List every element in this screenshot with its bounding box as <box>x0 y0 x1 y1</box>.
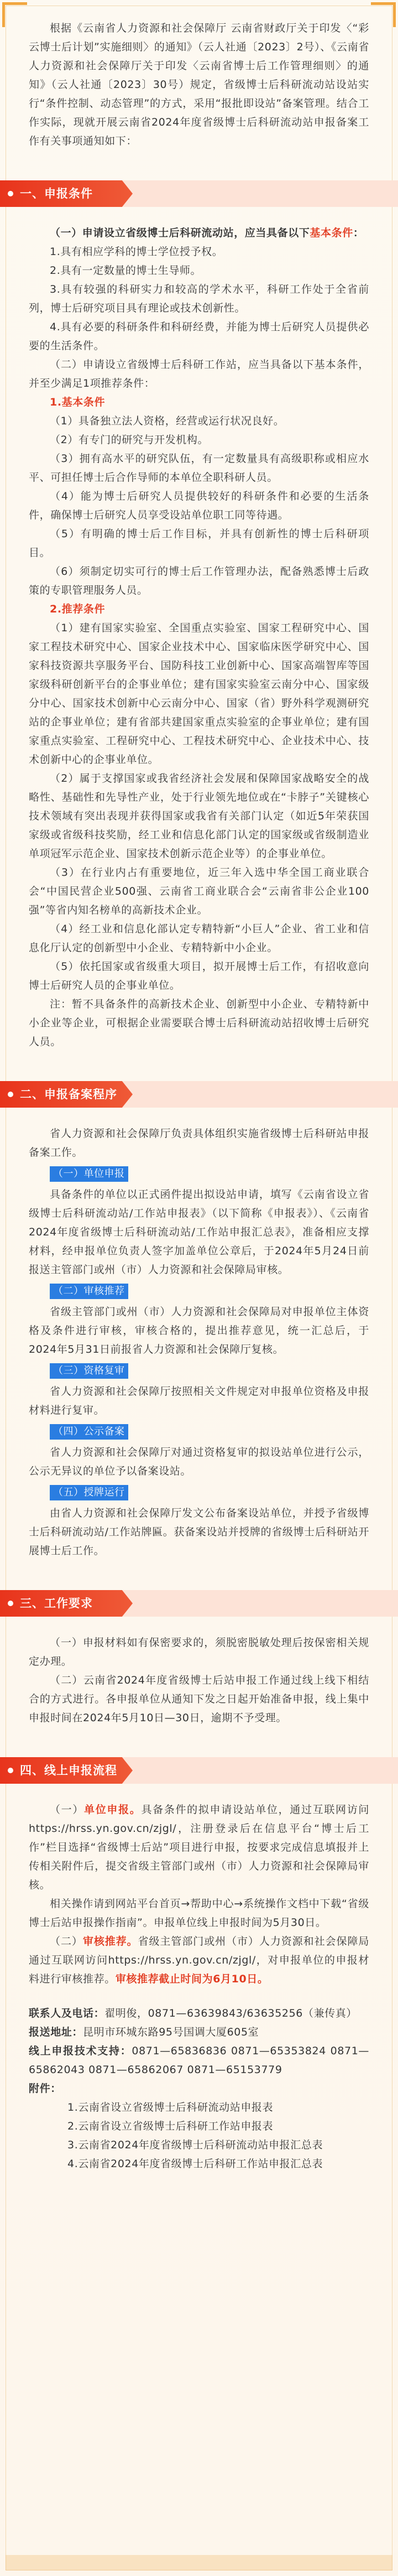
paragraph: 1.具有相应学科的博士学位授予权。 <box>50 246 223 258</box>
paragraph: （1）具备独立法人资格，经营或运行状况良好。 <box>50 415 285 427</box>
step-tag-line <box>29 1422 369 1441</box>
paragraph: 省人力资源和社会保障厅负责具体组织实施省级博士后科研站申报备案工作。 <box>29 1128 369 1159</box>
attachment-item[interactable]: 1.云南省设立省级博士后科研流动站申报表 <box>67 2101 274 2113</box>
corner-decoration-top-right <box>371 2 396 27</box>
attachments-label: 附件： <box>29 2082 61 2095</box>
paragraph: （3）在行业内占有重要地位，近三年入选中华全国工商业联合会“中国民营企业500强、云南省工商业联合会“云南省非公企业100强”等省内知名榜单的高新技术企业。 <box>29 866 369 916</box>
subheading: 2.推荐条件 <box>50 603 106 615</box>
attachment-item[interactable]: 4.云南省2024年度省级博士后科研工作站申报汇总表 <box>67 2158 323 2170</box>
step-tag: （四）公示备案 <box>50 1424 128 1440</box>
step-tag-line <box>29 1361 369 1380</box>
attachment-item[interactable]: 3.云南省2024年度省级博士后科研流动站申报汇总表 <box>67 2139 323 2151</box>
paragraph: （2）有专门的研究与开发机构。 <box>50 434 209 446</box>
corner-decoration-top-left <box>2 2 27 27</box>
section-header-dot <box>8 1768 13 1773</box>
intro-section <box>29 19 369 150</box>
step-tag-line <box>29 1281 369 1300</box>
note-paragraph: 注：暂不具备条件的高新技术企业、创新型中小企业、专精特新中小企业等企业，可根据企业需要联合博士后科研流动站招收博士后研究人员。 <box>29 998 369 1048</box>
section-header-work-requirements <box>0 1590 398 1617</box>
paragraph: 省人力资源和社会保障厅按照相关文件规定对申报单位资格及申报材料进行复审。 <box>29 1385 369 1416</box>
intro-paragraph: 根据《云南省人力资源和社会保障厅 云南省财政厅关于印发〈“彩云博士后计划”实施细则〉的通知》（云人社通〔2023〕2号）、《云南省人力资源和社会保障厅关于印发〈云南省博士后工作管理细则〉的通知》（云人社通〔2023〕30号）规定，省级博士后科研流动站设站实行“条件控制、动态管理”的方式，采用“报批即设站”备案管理。结合工作实际，现就开展云南省2024年度省级博士后科研流动站申报备案工作有关事项通知如下： <box>29 22 369 147</box>
contact-section <box>29 2004 369 2079</box>
paragraph: （2）属于支撑国家或我省经济社会发展和保障国家战略安全的战略性、基础性和先导性产业，处于行业领先地位或在“卡脖子”关键核心技术领域有突出表现并获得国家或我省有关部门认定（如近5年荣获国家级或省级科技奖励，经工业和信息化部门认定的国家级或省级制造业单项冠军示范企业、国家技术创新示范企业等）的企事业单位。 <box>29 772 369 860</box>
paragraph: （二）申请设立省级博士后科研工作站，应当具备以下基本条件，并至少满足1项推荐条件： <box>29 359 369 389</box>
section-header-dot <box>8 1601 13 1606</box>
step-tag-line <box>29 1483 369 1502</box>
section-header-dot <box>8 1092 13 1097</box>
paragraph: （一）单位申报。具备条件的拟申请设站单位，通过互联网访问https://hrss.yn.gov.cn/zjgl/，注册登录后在信息平台“博士后工作”栏目选择“省级博士后站”项目进行申报，按要求完成信息填报并上传相关附件后，提交省级主管部门或州（市）人力资源和社会保障局审核。 <box>29 1804 369 1891</box>
paragraph: 2.具有一定数量的博士生导师。 <box>50 264 202 277</box>
paragraph: （6）须制定切实可行的博士后工作管理办法，配备熟悉博士后政策的专职管理服务人员。 <box>29 565 369 596</box>
paragraph: （一）申请设立省级博士后科研流动站，应当具备以下基本条件： <box>50 227 364 239</box>
section-title: 四、线上申报流程 <box>20 1764 117 1777</box>
paragraph: 具备条件的单位以正式函件提出拟设站申请，填写《云南省设立省级博士后科研流动站/工作站申报表》（以下简称《申报表》）、《云南省2024年度省级博士后科研流动站/工作站申报汇总表》，准备相应支撑材料，经申报单位负责人签字加盖单位公章后，于2024年5月24日前报送主管部门或州（市）人力资源和社会保障局审核。 <box>29 1188 369 1276</box>
paragraph: （4）经工业和信息化部认定专精特新“小巨人”企业、省工业和信息化厅认定的创新型中小企业、专精特新中小企业。 <box>29 923 369 954</box>
step-tag-line <box>29 1164 369 1183</box>
paragraph: （二）审核推荐。省级主管部门或州（市）人力资源和社会保障局通过互联网访问https://hrss.yn.gov.cn/zjgl/，对申报单位的申报材料进行审核推荐。审核推荐截止时间为6月10日。 <box>29 1935 369 1985</box>
paragraph: （5）有明确的博士后工作目标，并具有创新性的博士后科研项目。 <box>29 528 369 559</box>
paragraph: 3.具有较强的科研实力和较高的学术水平，科研工作处于全省前列，博士后研究项目具有理论或技术创新性。 <box>29 283 369 314</box>
attachments-section <box>29 2079 369 2173</box>
contact-line: 联系人及电话：翟明俊，0871—63639843/63635256（兼传真） <box>29 2007 357 2019</box>
step-tag: （二）审核推荐 <box>50 1284 128 1299</box>
contact-line: 报送地址：昆明市环城东路95号国调大厦605室 <box>29 2026 259 2038</box>
section-header-procedure <box>0 1081 398 1108</box>
paragraph: 省级主管部门或州（市）人力资源和社会保障局对申报单位主体资格及条件进行审核，审核合格的，提出推荐意见，统一汇总后，于2024年5月31日前报省人力资源和社会保障厅复核。 <box>29 1306 369 1355</box>
subheading: 1.基本条件 <box>50 396 106 408</box>
section-header-online-process <box>0 1757 398 1784</box>
section-header-dot <box>8 191 13 196</box>
section-title: 二、申报备案程序 <box>20 1088 117 1101</box>
paragraph: （3）拥有高水平的研究队伍，有一定数量具有高级职称或相应水平、可担任博士后合作导师的本单位全职科研人员。 <box>29 453 369 484</box>
step-tag: （一）单位申报 <box>50 1166 128 1182</box>
paragraph: 4.具有必要的科研条件和科研经费，并能为博士后研究人员提供必要的生活条件。 <box>29 321 369 352</box>
paragraph: 由省人力资源和社会保障厅发文公布备案设站单位，并授予省级博士后科研流动站/工作站牌匾。获备案设站并授牌的省级博士后科研站开展博士后工作。 <box>29 1507 369 1557</box>
step-tag: （五）授牌运行 <box>50 1485 128 1500</box>
paragraph: （1）建有国家实验室、全国重点实验室、国家工程研究中心、国家工程技术研究中心、国家企业技术中心、国家临床医学研究中心、国家科技资源共享服务平台、国防科技工业创新中心、国家高端智库等国家级科研创新平台的企事业单位；建有国家实验室云南分中心、国家级分中心、国家技术创新中心云南分中心、国家（省）野外科学观测研究站的企事业单位；建有省部共建国家重点实验室的企事业单位；建有国家重点实验室、工程研究中心、工程技术研究中心、企业技术中心、技术创新中心的企事业单位。 <box>29 622 369 766</box>
spacer <box>29 1996 369 2004</box>
paragraph: （一）申报材料如有保密要求的，须脱密脱敏处理后按保密相关规定办理。 <box>29 1637 369 1668</box>
paragraph: （4）能为博士后研究人员提供较好的科研条件和必要的生活条件，确保博士后研究人员享受设站单位职工同等待遇。 <box>29 490 369 521</box>
spacer <box>29 1988 369 1996</box>
paragraph: 省人力资源和社会保障厅对通过资格复审的拟设站单位进行公示，公示无异议的单位予以备案设站。 <box>29 1446 369 1477</box>
bottom-decoration-bar <box>6 2555 392 2570</box>
paragraph: 相关操作请到网站平台首页→帮助中心→系统操作文档中下载“省级博士后站申报操作指南”。申报单位线上申报时间为5月30日。 <box>29 1898 369 1929</box>
paragraph: （5）依托国家或省级重大项目，拟开展博士后工作，有招收意向博士后研究人员的企事业单位。 <box>29 960 369 991</box>
paragraph: （二）云南省2024年度省级博士后站申报工作通过线上线下相结合的方式进行。各申报单位从通知下发之日起开始准备申报，线上集中申报时间在2024年5月10日—30日，逾期不予受理。 <box>29 1674 369 1724</box>
step-tag: （三）资格复审 <box>50 1363 128 1379</box>
section-title: 三、工作要求 <box>20 1597 93 1610</box>
section-header-requirements <box>0 180 398 207</box>
contact-line: 线上申报技术支持：0871—65836836 0871—65353824 0871—65862043 0871—65862067 0871—65153779 <box>29 2045 369 2076</box>
attachment-item[interactable]: 2.云南省设立省级博士后科研工作站申报表 <box>67 2120 274 2132</box>
section-title: 一、申报条件 <box>20 187 93 200</box>
